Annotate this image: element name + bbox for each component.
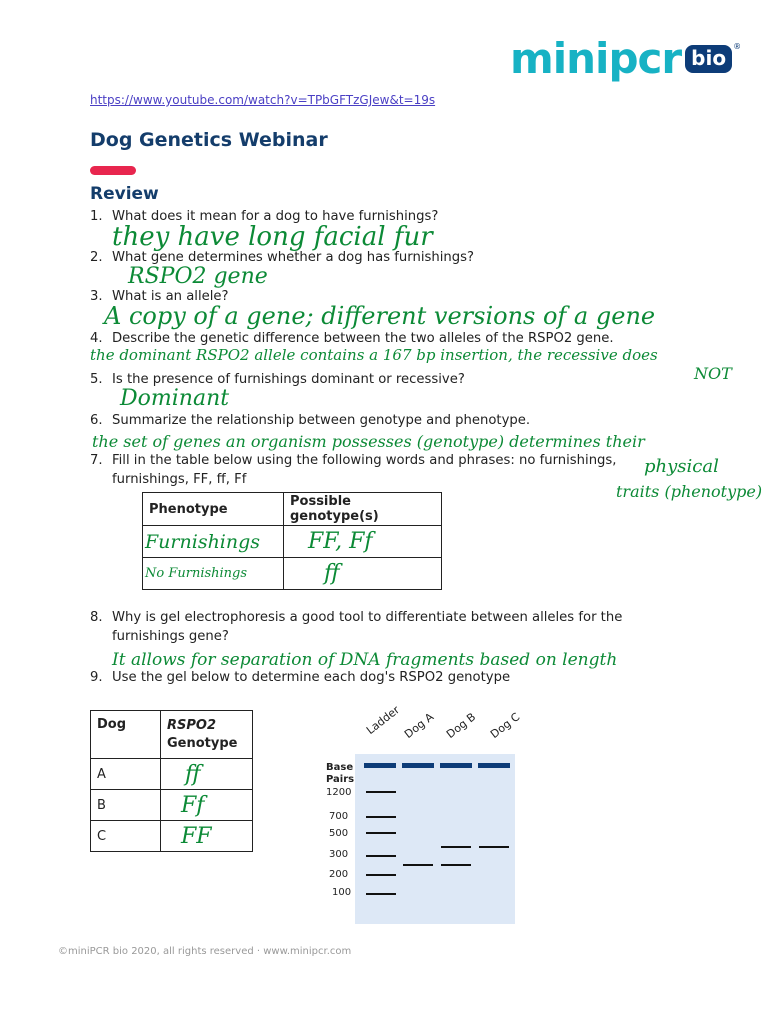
question-7 [90, 452, 650, 490]
dog-cell: B [91, 790, 161, 821]
gel-well [440, 763, 472, 768]
table-header: Genotype [167, 736, 238, 751]
ladder-label: 100 [332, 887, 352, 898]
table-row [143, 558, 442, 590]
question-8 [90, 609, 690, 647]
table-header: RSPO2 [167, 718, 216, 733]
gel-well [402, 763, 434, 768]
ladder-band [366, 855, 396, 857]
question-number: 4. [90, 331, 103, 346]
dog-cell: A [91, 759, 161, 790]
answer-6: the set of genes an organism possesses (genotype) determines their [92, 432, 645, 451]
question-text: What is an allele? [112, 289, 229, 304]
dog-cell: C [91, 821, 161, 852]
answer-6-end: traits (phenotype) [616, 482, 763, 501]
phenotype-cell: Furnishings [145, 530, 261, 553]
title-accent-bar [90, 166, 136, 175]
table-row [91, 821, 253, 852]
answer-1: they have long facial fur [112, 222, 433, 252]
question-number: 5. [90, 372, 103, 387]
lane-label: Dog B [443, 710, 479, 741]
question-text: Why is gel electrophoresis a good tool to differentiate between alleles for the [112, 610, 623, 625]
page-title: Dog Genetics Webinar [90, 129, 328, 151]
table-header: Dog [91, 711, 161, 759]
genotype-cell: ff [185, 761, 201, 787]
minipcr-logo [510, 36, 741, 82]
logo-registered-mark: ® [733, 42, 742, 51]
lane-label: Dog C [487, 710, 523, 741]
ladder-label: 500 [329, 828, 349, 839]
answer-3: A copy of a gene; different versions of a gene [104, 302, 656, 330]
answer-4: the dominant RSPO2 allele contains a 167 bp insertion, the recessive does [90, 346, 658, 364]
lane-label: Ladder [363, 703, 403, 737]
question-number: 8. [90, 610, 103, 625]
table-row [143, 526, 442, 558]
table-row [91, 759, 253, 790]
question-text: What gene determines whether a dog has furnishings? [112, 250, 474, 265]
question-text-line2: furnishings gene? [112, 629, 229, 644]
youtube-link[interactable]: https://www.youtube.com/watch?v=TPbGFTzGJew&t=19s [90, 93, 436, 107]
question-text: Describe the genetic difference between the two alleles of the RSPO2 gene. [112, 331, 614, 346]
question-9 [90, 669, 690, 687]
ladder-label: 1200 [326, 787, 352, 798]
question-text: What does it mean for a dog to have furnishings? [112, 209, 439, 224]
gel-well [478, 763, 510, 768]
question-text: Is the presence of furnishings dominant or recessive? [112, 372, 465, 387]
logo-text: minipcr [510, 34, 682, 83]
table-header: Possible genotype(s) [284, 493, 442, 526]
genotype-cell: ff [324, 561, 340, 586]
gel-background [355, 754, 515, 924]
logo-badge: bio [685, 45, 732, 73]
base-pairs-label: Base Pairs [326, 762, 355, 785]
section-heading: Review [90, 184, 159, 204]
ladder-label: 200 [329, 869, 349, 880]
ladder-band [366, 893, 396, 895]
answer-6-continued: physical [644, 456, 719, 477]
ladder-label: 300 [329, 849, 349, 860]
dog-b-band-lower [441, 864, 471, 866]
genotype-cell: FF [181, 823, 212, 849]
answer-4-continued: NOT [694, 364, 732, 383]
answer-8: It allows for separation of DNA fragments based on length [112, 650, 618, 670]
gel-well [364, 763, 396, 768]
phenotype-cell: No Furnishings [145, 566, 248, 581]
genotype-cell: Ff [181, 792, 205, 818]
question-number: 1. [90, 209, 103, 224]
question-text-line2: furnishings, FF, ff, Ff [112, 472, 247, 487]
question-6 [90, 412, 690, 430]
table-row [91, 790, 253, 821]
dog-c-band [479, 846, 509, 848]
phenotype-table [142, 492, 442, 590]
dog-b-band-upper [441, 846, 471, 848]
ladder-band [366, 791, 396, 793]
question-text: Use the gel below to determine each dog's RSPO2 genotype [112, 670, 511, 685]
table-header: Phenotype [143, 493, 284, 526]
ladder-label: 700 [329, 811, 349, 822]
question-number: 7. [90, 453, 103, 468]
genotype-cell: FF, Ff [308, 529, 373, 554]
question-number: 6. [90, 413, 103, 428]
answer-2: RSPO2 gene [128, 264, 268, 289]
question-number: 9. [90, 670, 103, 685]
answer-5: Dominant [120, 386, 230, 411]
ladder-band [366, 832, 396, 834]
question-text: Summarize the relationship between genotype and phenotype. [112, 413, 531, 428]
dog-genotype-table [90, 710, 253, 852]
question-number: 3. [90, 289, 103, 304]
footer-copyright: ©miniPCR bio 2020, all rights reserved · www.minipcr.com [58, 946, 352, 957]
question-number: 2. [90, 250, 103, 265]
ladder-band [366, 816, 396, 818]
question-text: Fill in the table below using the following words and phrases: no furnishings, [112, 453, 617, 468]
ladder-band [366, 874, 396, 876]
dog-a-band [403, 864, 433, 866]
lane-label: Dog A [401, 710, 437, 741]
